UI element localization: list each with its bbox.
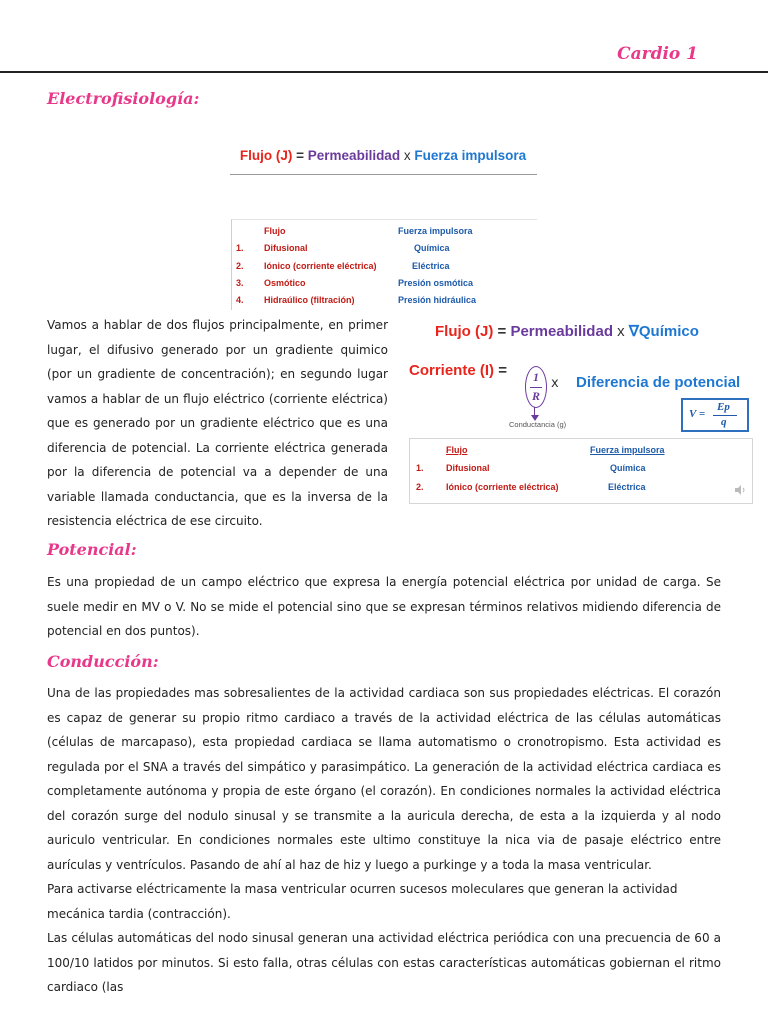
potencial-text: Es una propiedad de un campo eléctrico que expresa la energía potencial eléctrica por unidad de carga. Se suele medir en MV o V. No se mide el potencial sino que se expresan términos relativos midiendo diferencia de potencial en dos puntos). — [47, 575, 721, 638]
formula-flujo — [230, 148, 536, 163]
conduccion-text-3: Las células automáticas del nodo sinusal generan una actividad eléctrica periódica con una precuencia de 60 a 100/10 latidos por minutos. Si esto falla, otras células con estas características automáticas gobiernan el ritmo cardiaco (las — [47, 931, 721, 994]
conduccion-text-1: Una de las propiedades mas sobresalientes de la actividad cardiaca son sus propiedades eléctricas. El corazón es capaz de generar su propio ritmo cardiaco a través de la actividad eléctrica de las células automáticas (células de marcapaso), esta propiedad cardiaca se llama automatismo o cronotropismo. Esta actividad es regulada por el SNA a través del simpático y parasimpático. La generación de la actividad eléctrica cardiaca es completamente autónoma y propia de este órgano (el corazón). En condiciones normales la actividad eléctrica del corazón surge del nodulo sinusal y se transmite a la auricula derecha, de esta a la izquierda y al nodo auriculo ventricular. En condiciones normales este ultimo constituye la nica via de pasaje eléctrico entre aurículas y ventrículos. Pasando de ahí al haz de hiz y luego a purkinge y a toda la masa ventricular. — [47, 686, 721, 872]
section-title-electrofisiologia: Electrofisiología: — [47, 89, 200, 108]
table-row-fuerza: Química — [414, 243, 450, 253]
fraction-bar — [530, 387, 542, 388]
intro-text: Vamos a hablar de dos flujos principalmente, en primer lugar, el difusivo generado por un gradiente quimico (por un gradiente de concentración); en segundo lugar vamos a hablar de un flujo eléctrico (corriente eléctrica) que es generado por un gradiente eléctrico que es una diferencia de potencial. La corriente eléctrica generada por la diferencia de potencial va a depender de una variable llamada conductancia, que es la inversa de la resistencia eléctrica de ese circuito. — [47, 318, 388, 528]
table-row-num: 4. — [236, 295, 244, 305]
table-row-fuerza: Química — [610, 463, 646, 473]
figure-flujo-term: Flujo (J) — [435, 323, 494, 340]
figure-equals: = — [497, 323, 507, 340]
current-figure — [405, 314, 761, 506]
table-row-flujo: Iónico (corriente eléctrica) — [446, 482, 559, 492]
table-row-flujo: Difusional — [446, 463, 490, 473]
potencial-paragraph — [47, 570, 721, 644]
figure-flujo-formula — [435, 322, 699, 340]
formula-permeabilidad: Permeabilidad — [307, 148, 401, 163]
table-row-flujo: Difusional — [264, 243, 308, 253]
formula-flujo-term: Flujo (J) — [239, 148, 293, 163]
voltage-left: V = — [689, 408, 706, 420]
voltage-box — [681, 398, 749, 432]
figure-table-header-flujo: Flujo — [446, 445, 468, 455]
table-row-flujo: Osmótico — [264, 278, 306, 288]
table-row-num: 2. — [416, 482, 424, 492]
flow-table-header-fuerza: Fuerza impulsora — [398, 226, 473, 236]
resistance-fraction — [525, 366, 547, 408]
figure-flow-table — [409, 438, 753, 504]
voltage-numerator: Ep — [717, 401, 730, 413]
formula-fuerza: Fuerza impulsora — [414, 148, 527, 163]
figure-diferencia: Diferencia de potencial — [576, 374, 741, 391]
conductancia-label: Conductancia (g) — [509, 420, 567, 429]
figure-quimico: ∇Químico — [628, 323, 699, 340]
page-header-title: Cardio 1 — [617, 44, 698, 64]
formula-underline — [230, 174, 537, 175]
table-row-fuerza: Eléctrica — [412, 261, 450, 271]
figure-times-2: x — [551, 376, 559, 391]
flow-table-header-flujo: Flujo — [264, 226, 286, 236]
table-row-fuerza: Presión osmótica — [398, 278, 474, 288]
formula-equals: = — [296, 148, 305, 163]
voltage-denominator: q — [721, 416, 727, 428]
section-title-potencial: Potencial: — [47, 540, 137, 559]
section-title-conduccion: Conducción: — [47, 652, 159, 671]
conduccion-paragraph — [47, 681, 721, 1000]
fraction-denominator: R — [531, 389, 540, 403]
formula-times: x — [403, 148, 411, 163]
fraction-numerator: 1 — [533, 370, 539, 384]
figure-times: x — [617, 323, 625, 340]
conduccion-text-2: Para activarse eléctricamente la masa ventricular ocurren sucesos moleculares que generan la actividad mecánica tardia (contracción). — [47, 882, 678, 921]
table-row-num: 1. — [236, 243, 244, 253]
table-row-num: 2. — [236, 261, 244, 271]
figure-corriente: Corriente (I) — [409, 362, 495, 379]
figure-table-header-fuerza: Fuerza impulsora — [590, 445, 665, 455]
flow-table — [231, 219, 537, 310]
intro-paragraph — [47, 313, 388, 534]
speaker-icon — [735, 485, 747, 495]
header-divider — [0, 71, 768, 73]
table-row-flujo: Hidraúlico (filtración) — [264, 295, 355, 305]
figure-equals-2: = — [498, 362, 507, 379]
table-row-num: 1. — [416, 463, 424, 473]
table-row-num: 3. — [236, 278, 244, 288]
table-row-flujo: Iónico (corriente eléctrica) — [264, 261, 377, 271]
table-row-fuerza: Eléctrica — [608, 482, 646, 492]
table-row-fuerza: Presión hidráulica — [398, 295, 477, 305]
figure-permeabilidad: Permeabilidad — [510, 323, 613, 340]
figure-corriente-formula — [409, 362, 507, 379]
